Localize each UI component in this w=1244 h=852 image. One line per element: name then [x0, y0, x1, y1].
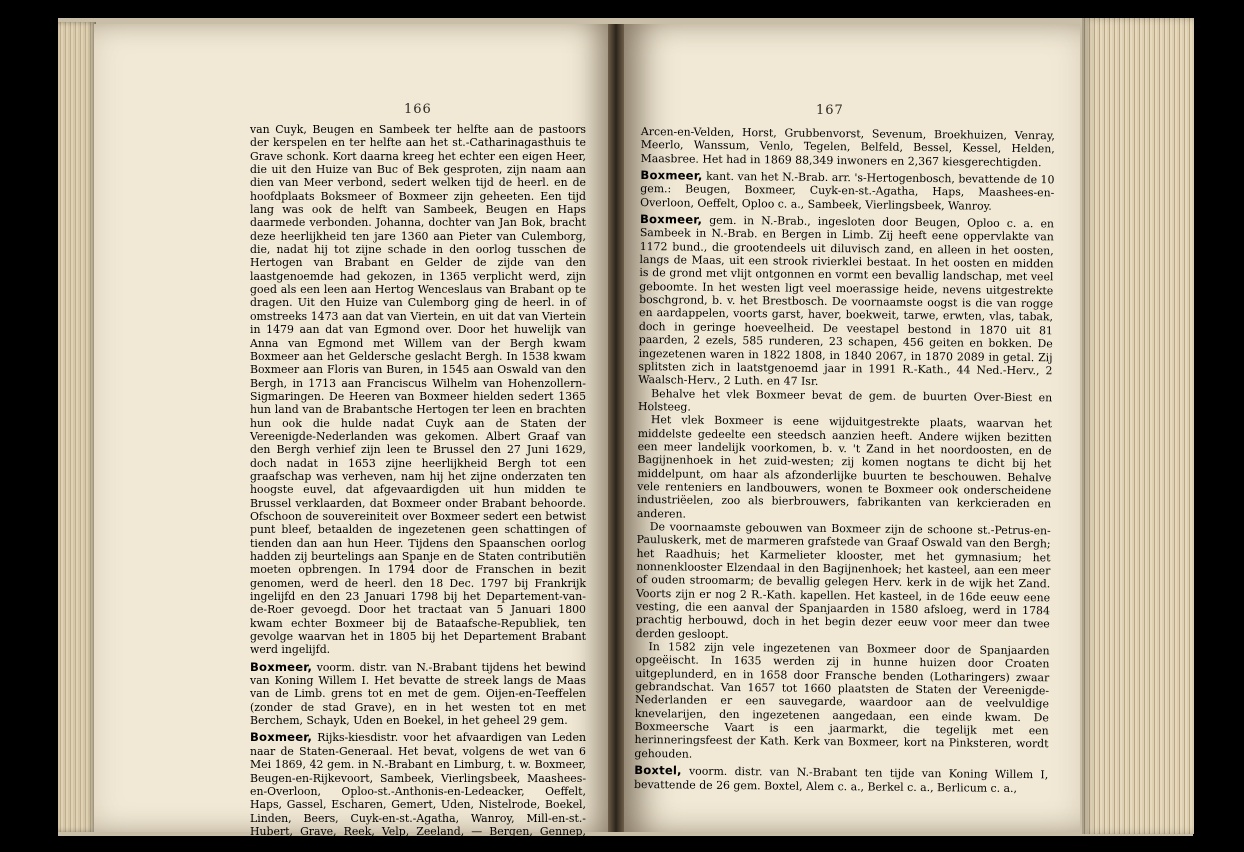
left-page-text	[250, 123, 586, 852]
entry-headword: Boxmeer,	[250, 659, 313, 674]
page-edges-left	[58, 22, 96, 832]
entry-body: kant. van het N.-Brab. arr. 's-Hertogenbosch, bevattende de 10 gem.: Beugen, Boxmeer, Cuyk-en-st.-Agatha, Haps, Maashees-en-Overloon, Oeffelt, Oploo c. a., Sambeek, Vierlingsbeek, Wanroy.	[640, 169, 1055, 213]
entry-body: Rijks-kiesdistr. voor het afvaardigen van Leden naar de Staten-Generaal. Het bevat, volgens de wet van 6 Mei 1869, 42 gem. in N.-Brabant en Limburg, t. w. Boxmeer, Beugen-en-Rijkevoort, Sambeek, Vierlingsbeek, Maashees-en-Overloon, Oploo-st.-Anthonis-en-Ledeacker, Oeffelt, Haps, Gassel, Escharen, Gemert, Uden, Nistelrode, Boekel, Linden, Beers, Cuyk-en-st.-Agatha, Wanroy, Mill-en-st.-Hubert, Grave, Reek, Velp, Zeeland, — Bergen, Gennep, Mook-en-Middelaar, Ottersum,	[250, 731, 586, 852]
paragraph: De voornaamste gebouwen van Boxmeer zijn de schoone st.-Petrus-en-Pauluskerk, met de marmeren grafstede van Graaf Oswald van den Bergh; het Raadhuis; het Karmelieter klooster, met het gymnasium; het nonnenklooster Elzendaal in den Bagijnenhoek; het kasteel, aan een meer of ouden stroomarm; de bevallig gelegen Herv. kerk in de wijk het Zand. Voorts zijn er nog 2 R.-Kath. kapellen. Het kasteel, in de 16de eeuw eene vesting, die een aanval der Spanjaarden in 1580 afsloeg, werd in 1784 prachtig herbouwd, doch in het begin dezer eeuw voor meer dan twee derden gesloopt.	[635, 520, 1051, 641]
paragraph: Het vlek Boxmeer is eene wijduitgestrekte plaats, waarvan het middelste gedeelte een steedsch aanzien heeft. Andere wijken bezitten een meer landelijk voorkomen, b. v. 't Zand in het noordoosten, en de Bagijnenhoek in het zuid-westen; zij komen nogtans te dicht bij het middelpunt, om haar als afzonderlijke buurten te beschouwen. Behalve vele renteniers en landbouwers, wonen te Boxmeer ook onderscheidene industriëelen, zoo als bierbrouwers, fabrikanten van kerkcieraden en anderen.	[636, 413, 1052, 521]
page-number-right: 167	[816, 103, 844, 118]
entry-headword: Boxmeer,	[250, 730, 313, 745]
entry-boxmeer-district	[250, 661, 586, 728]
entry-boxtel-district	[634, 764, 1048, 795]
entry-headword: Boxtel,	[634, 763, 682, 778]
entry-body: voorm. distr. van N.-Brabant ten tijde van Koning Willem I, bevattende de 26 gem. Boxtel, Alem c. a., Berkel c. a., Berlicum c. a.,	[634, 764, 1049, 795]
page-number-left: 166	[404, 102, 432, 117]
book-gutter	[608, 24, 624, 832]
entry-headword: Boxmeer,	[640, 168, 703, 183]
paragraph: Behalve het vlek Boxmeer bevat de gem. de buurten Over-Biest en Holsteeg.	[637, 386, 1053, 414]
entry-body: gem. in N.-Brab., ingesloten door Beugen, Oploo c. a. en Sambeek in N.-Brab. en Bergen in Limb. Zij heeft eene oppervlakte van 1172 bund., die grootendeels uit diluvisch zand, en alleen in het oosten, langs de Maas, uit een strook rivierklei bestaat. In het oosten en midden is de grond met vlijt ontgonnen en vormt een bevallig landschap, met veel geboomte. In het westen ligt veel moerassige heide, nevens uitgestrekte boschgrond, b. v. het Brestbosch. De voornaamste oogst is die van rogge en aardappelen, voorts garst, haver, boekweit, tarwe, erwten, vlas, tabak, doch in geringe hoeveelheid. De veestapel bestond in 1870 uit 81 paarden, 2 ezels, 585 runderen, 23 schapen, 456 geiten en bokken. De ingezetenen waren in 1822 1808, in 1840 2067, in 1870 2089 in getal. Zij splitsten zich in laatstgenoemd jaar in 1991 R.-Kath., 44 Ned.-Herv., 2 Waalsch-Herv., 2 Luth. en 47 Isr.	[638, 213, 1055, 389]
paragraph: van Cuyk, Beugen en Sambeek ter helfte aan de pastoors der kerspelen en ter helfte aan het st.-Catharinagasthuis te Grave schonk. Kort daarna kreeg het echter een eigen Heer, die uit den Huize van Buc of Bek gesproten, zijn naam aan dien van Meer verbond, sedert welken tijd de heerl. en de hoofdplaats Boksmeer of Boxmeer zijn geheeten. Een tijd lang was ook de helft van Sambeek, Beugen en Haps daarmede verbonden. Johanna, dochter van Jan Bok, bracht deze heerlijkheid ten jare 1360 aan Pieter van Culemborg, die, nadat hij tot zijne schade in den oorlog tusschen de Hertogen van Brabant en Gelder de zijde van den laastgenoemde had gekozen, in 1365 verplicht werd, zijn goed als een leen aan Hertog Wenceslaus van Brabant op te dragen. Uit den Huize van Culemborg ging de heerl. in of omstreeks 1473 aan dat van Viertein, en uit dat van Viertein in 1479 aan dat van Egmond over. Door het huwelijk van Anna van Egmond met Willem van der Bergh kwam Boxmeer aan het Geldersche geslacht Bergh. In 1538 kwam Boxmeer aan Floris van Buren, in 1545 aan Oswald van den Bergh, in 1713 aan Franciscus Wilhelm van Hohenzollern-Sigmaringen. De Heeren van Boxmeer hielden sedert 1365 hun land van de Brabantsche Hertogen ter leen en brachten hun ook die hulde nadat Cuyk aan de Staten der Vereenigde-Nederlanden was gekomen. Albert Graaf van den Bergh verhief zijn leen te Brussel den 27 Juni 1629, doch nadat in 1653 zijne heerlijkheid Bergh tot een graafschap was verheven, nam hij het zijne onderzaten ten hoogste euvel, dat afgevaardigden uit hun midden te Brussel verklaarden, dat Boxmeer onder Brabant behoorde. Ofschoon de souvereiniteit over Boxmeer sedert een betwist punt bleef, betaalden de ingezetenen geen schattingen of tienden dan aan hun Heer. Tijdens den Spaanschen oorlog hadden zij beurtelings aan Spanje en de Staten contributiën moeten opbrengen. In 1794 door de Franschen in bezit genomen, werd de heerl. den 18 Dec. 1797 bij Frankrijk ingelijfd en den 23 Januari 1798 bij het Departement-van-de-Roer gevoegd. Door het tractaat van 5 Januari 1800 kwam echter Boxmeer bij de Bataafsche-Republiek, ten gevolge waarvan het in 1805 bij het Departement Brabant werd ingelijfd.	[250, 123, 586, 657]
entry-boxmeer-gemeente	[638, 213, 1054, 391]
entry-boxmeer-kanton	[640, 169, 1054, 213]
paragraph: Arcen-en-Velden, Horst, Grubbenvorst, Sevenum, Broekhuizen, Venray, Meerlo, Wanssum, Venlo, Tegelen, Belfeld, Bessel, Kessel, Helden, Maasbree. Het had in 1869 88,349 inwoners en 2,367 kiesgerechtigden.	[640, 125, 1055, 169]
right-page-text	[634, 125, 1055, 795]
page-edges-right	[1082, 18, 1194, 834]
paragraph: In 1582 zijn vele ingezetenen van Boxmeer door de Spanjaarden opgeëischt. In 1635 werden zij in hunne huizen door Croaten uitgeplunderd, en in 1658 door Fransche benden (Lotharingers) zwaar gebrandschat. Van 1657 tot 1660 plaatsten de Staten der Vereenigde-Nederlanden er een sauvegarde, waardoor aan de veelvuldige knevelarijen, den ingezetenen aangedaan, een einde kwam. De Boxmeersche Vaart is een jaarmarkt, die tegelijk met een herinneringsfeest der Kath. Kerk van Boxmeer, kort na Pinksteren, wordt gehouden.	[634, 640, 1050, 761]
entry-headword: Boxmeer,	[639, 212, 703, 227]
entry-boxmeer-kiesdistrict	[250, 731, 586, 851]
entry-body: voorm. distr. van N.-Brabant tijdens het bewind van Koning Willem I. Het bevatte de streek langs de Maas van de Limb. grens tot en met de gem. Oijen-en-Teeffelen (zonder de stad Grave), en in het westen tot en met Berchem, Schayk, Uden en Boekel, in het geheel 29 gem.	[250, 660, 586, 728]
